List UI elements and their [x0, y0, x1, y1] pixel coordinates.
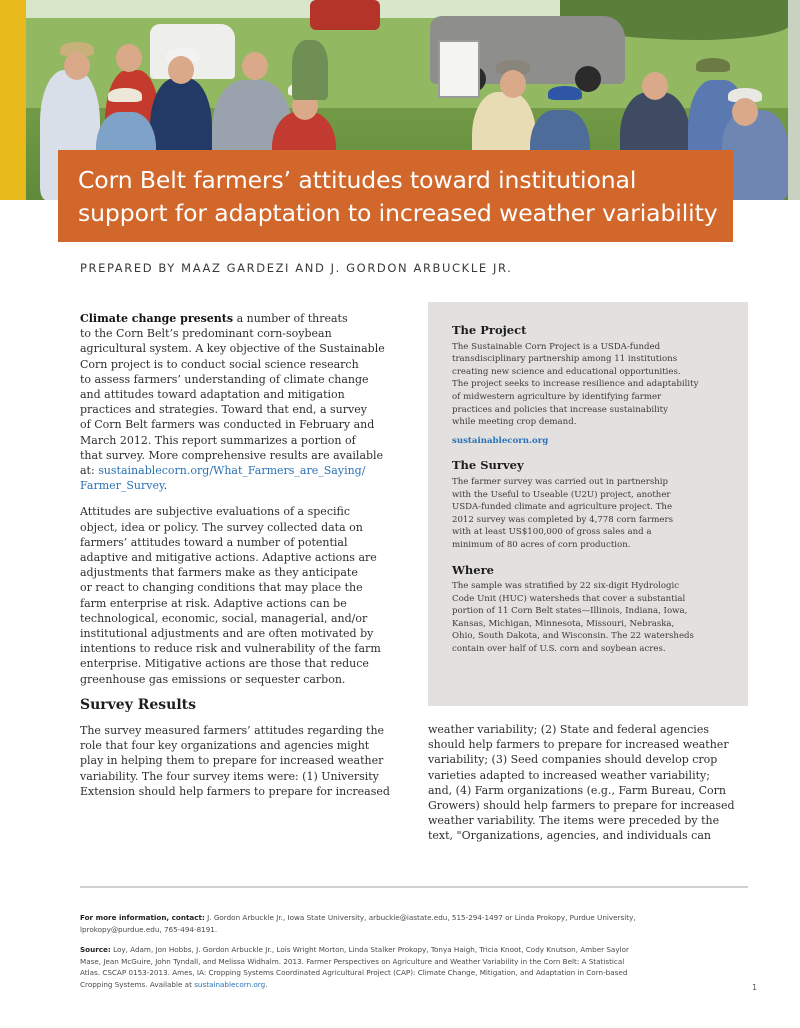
where-line: Code Unit (HUC) watersheds that cover a substantial — [452, 593, 686, 604]
photo-farmer-hat — [696, 58, 730, 72]
intro-line: Corn project is to conduct social science research — [80, 357, 359, 371]
right-column — [428, 722, 748, 855]
photo-farmer-head — [500, 70, 526, 98]
results-line: should help farmers to prepare for increased weather — [428, 738, 729, 752]
intro-line — [80, 311, 400, 326]
attitudes-line: farm enterprise at risk. Adaptive actions can be — [80, 596, 347, 610]
intro-lead: Climate change presents — [80, 312, 234, 325]
attitudes-line: farmers’ attitudes toward a number of potential — [80, 535, 348, 549]
attitudes-line: institutional adjustments and are often motivated by — [80, 627, 374, 641]
link-suffix: . — [163, 479, 168, 493]
page-title — [78, 164, 718, 230]
intro-paragraph — [80, 311, 400, 493]
photo-yellow-edge — [0, 0, 26, 200]
photo-farmer-hat — [548, 86, 582, 100]
attitudes-line: enterprise. Mitigative actions are those that reduce — [80, 657, 369, 671]
farmer-survey-link-cont[interactable]: Farmer_Survey — [80, 479, 164, 493]
where-line: Kansas, Michigan, Minnesota, Missouri, Nebraska, — [452, 618, 675, 629]
attitudes-line: object, idea or policy. The survey collected data on — [80, 520, 363, 534]
survey-line: with at least US$100,000 of gross sales and a — [452, 527, 652, 538]
survey-block — [452, 459, 724, 551]
photo-farmer-head — [64, 52, 90, 80]
attitudes-line: technological, economic, social, managerial, and/or — [80, 611, 368, 625]
attitudes-line: Attitudes are subjective evaluations of a specific — [80, 505, 350, 519]
source-sustainablecorn-link[interactable]: sustainablecorn.org — [194, 979, 266, 989]
source-line: Atlas. CSCAP 0153-2013. Ames, IA: Cropping Systems Coordinated Agricultural Project (CAP): Climate Change, Mitigation, and Adaptation in Corn-based — [80, 968, 628, 977]
results-line: Extension should help farmers to prepare for increased — [80, 784, 390, 798]
intro-line: agricultural system. A key objective of the Sustainable — [80, 342, 385, 356]
survey-results-paragraph — [80, 723, 400, 799]
survey-line: with the Useful to Useable (U2U) project, another — [452, 489, 671, 500]
left-column — [80, 311, 400, 810]
project-heading: The Project — [452, 323, 527, 337]
photo-farmer-head — [642, 72, 668, 100]
photo-farmer-head — [732, 98, 758, 126]
source-suffix: . — [265, 979, 268, 989]
survey-line: USDA-funded climate and agriculture project. The — [452, 502, 673, 513]
footer-source — [80, 944, 748, 990]
farmer-survey-link[interactable]: sustainablecorn.org/What_Farmers_are_Saying/ — [98, 464, 366, 478]
link-prefix: at: — [80, 464, 99, 478]
where-heading: Where — [452, 562, 494, 577]
intro-line: to the Corn Belt’s predominant corn-soybean — [80, 327, 332, 341]
project-line: transdisciplinary partnership among 11 institutions — [452, 354, 678, 365]
contact-label: For more information, contact: — [80, 913, 205, 922]
survey-line: 2012 survey was completed by 4,778 corn farmers — [452, 514, 673, 525]
project-line: practices and policies that increase sustainability — [452, 404, 668, 415]
contact-line: lprokopy@purdue.edu, 765-494-8191. — [80, 924, 218, 934]
photo-tractor — [310, 0, 380, 30]
project-line: The project seeks to increase resilience and adaptability — [452, 379, 699, 390]
contact-text: J. Gordon Arbuckle Jr., Iowa State University, arbuckle@iastate.edu, 515-294-1497 or Linda Prokopy, Purdue University, — [204, 913, 636, 922]
footer-contact — [80, 912, 748, 935]
source-line — [80, 944, 748, 956]
attitudes-line: adaptive and mitigative actions. Adaptive actions are — [80, 551, 377, 565]
title-line-2: support for adaptation to increased weather variability — [78, 199, 718, 227]
intro-line — [80, 463, 400, 478]
survey-results-continued — [428, 722, 748, 844]
survey-heading: The Survey — [452, 458, 524, 473]
survey-line: minimum of 80 acres of corn production. — [452, 539, 631, 550]
intro-line: March 2012. This report summarizes a portion of — [80, 433, 356, 447]
results-line: weather variability; (2) State and federal agencies — [428, 723, 709, 736]
contact-line — [80, 912, 748, 924]
results-line: text, "Organizations, agencies, and individuals can — [428, 829, 711, 843]
intro-line-rest: a number of threats — [233, 312, 348, 325]
attitudes-line: adjustments that farmers make as they anticipate — [80, 566, 358, 580]
sustainablecorn-link[interactable]: sustainablecorn.org — [452, 435, 549, 446]
survey-line: The farmer survey was carried out in partnership — [452, 476, 669, 487]
project-block — [452, 324, 724, 447]
where-line: portion of 11 Corn Belt states—Illinois, Indiana, Iowa, — [452, 606, 688, 617]
results-line: weather variability. The items were preceded by the — [428, 814, 720, 828]
where-line: Ohio, South Dakota, and Wisconsin. The 22 watersheds — [452, 631, 694, 642]
project-line: creating new science and educational opportunities. — [452, 366, 681, 377]
title-band — [58, 150, 733, 242]
project-line: while meeting crop demand. — [452, 417, 577, 428]
info-sidebar — [428, 302, 748, 706]
photo-farmer-hat — [108, 88, 142, 102]
intro-line: to assess farmers’ understanding of climate change — [80, 372, 369, 386]
intro-line: and attitudes toward adaptation and mitigation — [80, 388, 345, 402]
photo-farmer — [292, 40, 328, 100]
title-line-1: Corn Belt farmers’ attitudes toward institutional — [78, 166, 637, 194]
intro-line: practices and strategies. Toward that end, a survey — [80, 403, 367, 417]
footer-divider — [80, 886, 748, 888]
survey-results-heading: Survey Results — [80, 696, 196, 713]
page-number: 1 — [752, 983, 758, 992]
source-text: Loy, Adam, Jon Hobbs, J. Gordon Arbuckle Jr., Lois Wright Morton, Linda Stalker Prokopy, Tonya Haigh, Tricia Knoot, Cody Knutson, Amber Saylor — [110, 945, 629, 954]
byline: PREPARED BY MAAZ GARDEZI AND J. GORDON ARBUCKLE JR. — [80, 261, 513, 275]
results-line: play in helping them to prepare for increased weather — [80, 754, 384, 768]
intro-line: of Corn Belt farmers was conducted in February and — [80, 418, 375, 432]
project-line: The Sustainable Corn Project is a USDA-funded — [452, 341, 661, 352]
intro-line — [80, 478, 400, 493]
results-line: variability; (3) Seed companies should develop crop — [428, 753, 718, 767]
where-line: The sample was stratified by 22 six-digit Hydrologic — [452, 581, 680, 592]
attitudes-line: or react to changing conditions that may place the — [80, 581, 363, 595]
intro-line: that survey. More comprehensive results are available — [80, 448, 384, 462]
results-line: variability. The four survey items were: (1) University — [80, 769, 379, 783]
photo-farmer-head — [116, 44, 142, 72]
attitudes-paragraph — [80, 504, 400, 686]
attitudes-line: intentions to reduce risk and vulnerability of the farm — [80, 642, 381, 656]
results-line: role that four key organizations and agencies might — [80, 739, 370, 753]
photo-easel — [438, 40, 480, 98]
source-label: Source: — [80, 945, 111, 954]
source-line: Mase, Jean McGuire, John Tyndall, and Melissa Widhalm. 2013. Farmer Perspectives on Agriculture and Weather Variability in the Corn Belt: A Statistical — [80, 956, 625, 966]
results-line: varieties adapted to increased weather variability; — [428, 768, 710, 782]
where-block — [452, 564, 724, 656]
photo-farmer-head — [168, 56, 194, 84]
project-line: of midwestern agriculture by identifying farmer — [452, 391, 662, 402]
photo-farmer-head — [242, 52, 268, 80]
results-line: and, (4) Farm organizations (e.g., Farm Bureau, Corn — [428, 783, 727, 797]
where-line: contain over half of U.S. corn and soybean acres. — [452, 644, 666, 655]
photo-right-edge — [788, 0, 800, 200]
source-prefix: Cropping Systems. Available at — [80, 979, 195, 989]
source-line — [80, 979, 748, 991]
results-line: Growers) should help farmers to prepare for increased — [428, 799, 735, 813]
results-line: The survey measured farmers’ attitudes regarding the — [80, 724, 385, 738]
attitudes-line: greenhouse gas emissions or sequester carbon. — [80, 672, 346, 686]
